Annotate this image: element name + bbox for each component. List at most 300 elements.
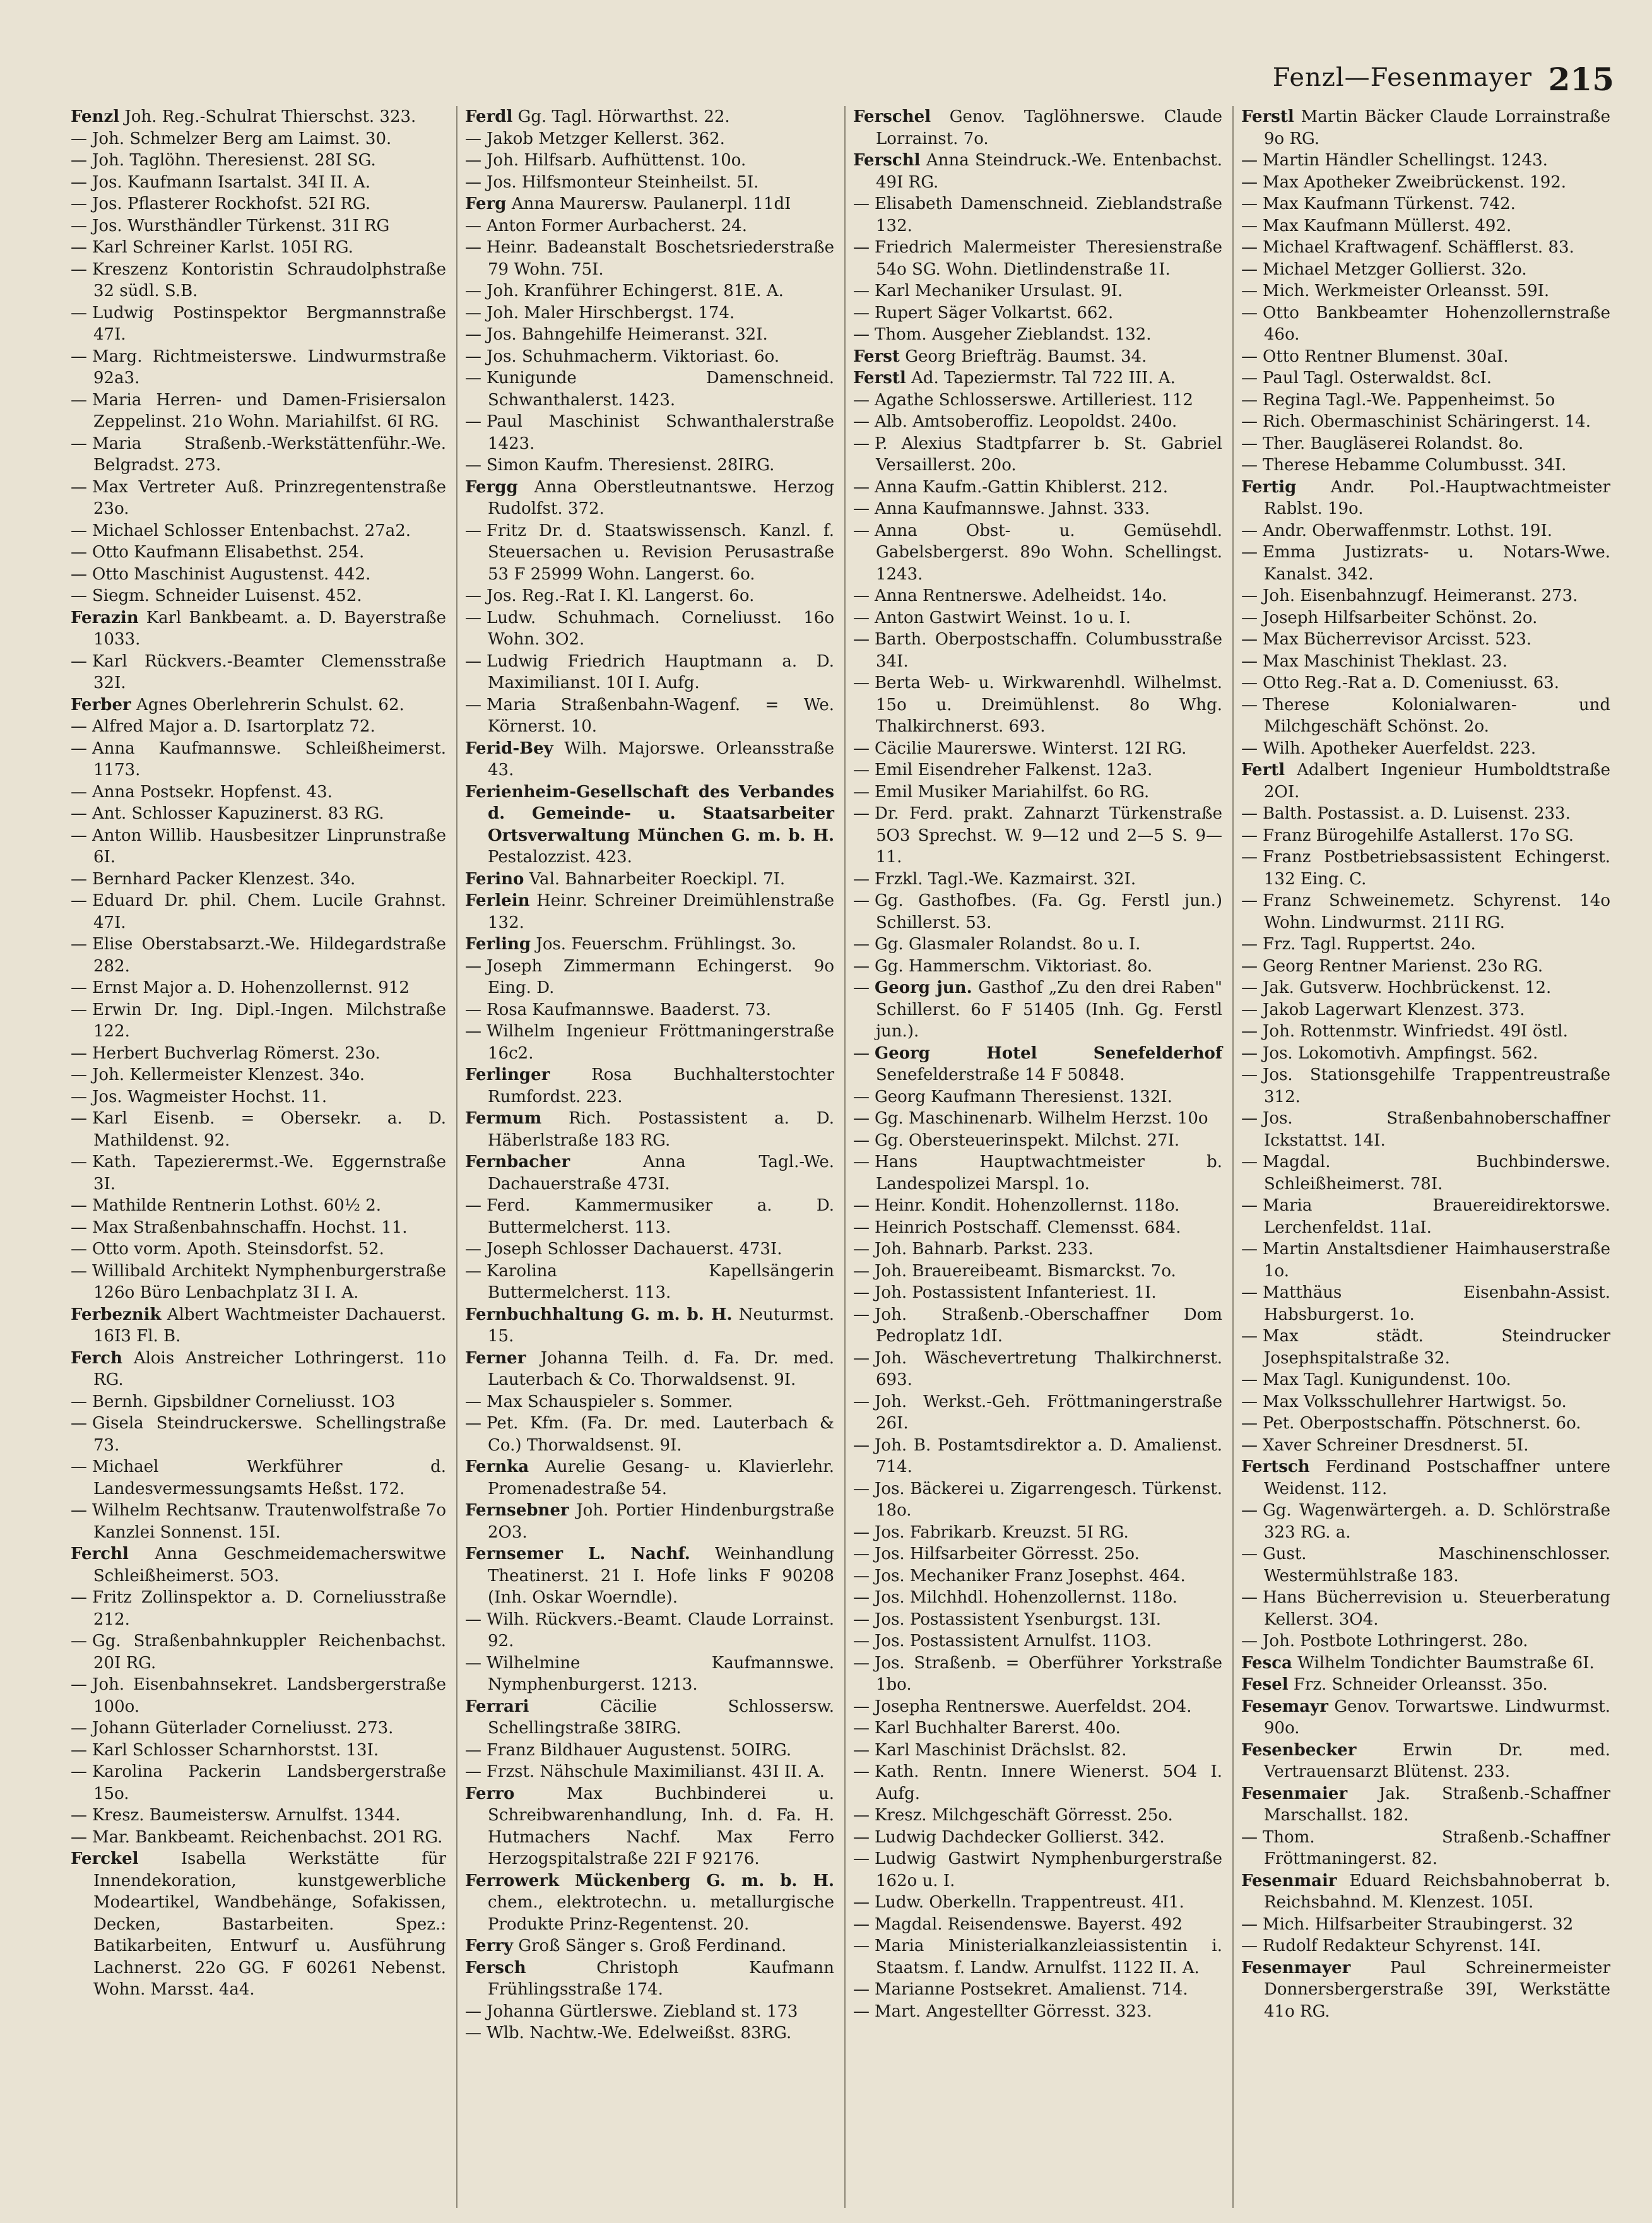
entry-surname: Fesenmaier (1241, 1784, 1348, 1803)
entry-surname: Ferlinger (465, 1065, 550, 1084)
entry-surname: Ferchl (71, 1544, 129, 1563)
entry-text: Rudolf Redakteur Schyrenst. 14I. (1263, 1936, 1542, 1955)
entry-text: Jos. Wagmeister Hochst. 11. (92, 1087, 327, 1106)
entry-text: Albert Wachtmeister Dachauerst. 16I3 Fl. B. (93, 1305, 446, 1346)
entry-text: Anna Kaufmannswe. Schleißheimerst. 1173. (92, 738, 446, 780)
repeat-dash: — (1241, 434, 1258, 453)
entry-text: Berta Web- u. Wirkwarenhdl. Wilhelmst. 15o u. Dreimühlenst. 8o Whg. Thalkirchnerst. 693. (875, 673, 1222, 736)
directory-entry (71, 172, 446, 194)
entry-text: Anna Postsekr. Hopfenst. 43. (92, 782, 333, 802)
entry-text: Maria Straßenb.-Werkstättenführ.-We. Belgradst. 273. (92, 434, 446, 475)
repeat-dash: — (1241, 673, 1258, 692)
repeat-dash: — (71, 1196, 87, 1215)
entry-surname: Fenzl (71, 107, 120, 126)
repeat-dash: — (71, 1000, 87, 1019)
entry-text: Gg. Tagl. Hörwarthst. 22. (517, 107, 730, 126)
entry-text: Kath. Rentn. Innere Wienerst. 5O4 I. Aufg. (875, 1762, 1222, 1803)
directory-entry (853, 1238, 1222, 1260)
repeat-dash: — (465, 1653, 481, 1673)
repeat-dash: — (71, 1762, 87, 1781)
repeat-dash: — (71, 586, 87, 605)
directory-entry (465, 1783, 834, 1870)
entry-text: Kreszenz Kontoristin Schraudolphstraße 32 südl. S.B. (92, 259, 446, 300)
directory-entry (853, 868, 1222, 891)
entry-text: Mart. Angestellter Görresst. 323. (875, 2001, 1152, 2021)
entry-text: Ludwig Postinspektor Bergmannstraße 47I. (92, 303, 446, 344)
repeat-dash: — (71, 1109, 87, 1128)
repeat-dash: — (853, 978, 870, 997)
directory-entry (465, 1391, 834, 1413)
repeat-dash: — (71, 1392, 87, 1411)
directory-entry (1241, 672, 1610, 694)
repeat-dash: — (1241, 347, 1258, 366)
directory-entry (1241, 1238, 1610, 1282)
entry-text: Rich. Obermaschinist Schäringerst. 14. (1263, 412, 1591, 431)
directory-entry (71, 716, 446, 738)
repeat-dash: — (1241, 303, 1258, 323)
repeat-dash: — (1241, 630, 1258, 649)
entry-text: Karl Rückvers.-Beamter Clemensstraße 32I. (92, 651, 446, 692)
entry-text: Michael Metzger Gollierst. 32o. (1263, 259, 1527, 279)
entry-text: Max Kaufmann Müllerst. 492. (1263, 216, 1512, 235)
entry-text: Anna Obst- u. Gemüsehdl. Gabelsbergerst. 89o Wohn. Schellingst. 1243. (875, 521, 1222, 584)
directory-entry (853, 1848, 1222, 1892)
entry-text: Karl Eisenb. = Obersekr. a. D. Mathildenst. 92. (92, 1109, 446, 1150)
entry-text: Ad. Tapeziermstr. Tal 722 III. A. (911, 369, 1176, 388)
repeat-dash: — (853, 1043, 870, 1063)
directory-entry (1241, 1391, 1610, 1413)
entry-text: Wilh. Majorswe. Orleansstraße 43. (488, 738, 834, 780)
directory-entry (853, 1151, 1222, 1195)
entry-text: Max Volksschullehrer Hartwigst. 5o. (1263, 1392, 1567, 1411)
directory-entry (853, 520, 1222, 586)
entry-surname: Ferckel (71, 1849, 139, 1868)
entry-text: Agnes Oberlehrerin Schulst. 62. (136, 695, 404, 714)
directory-entry (465, 1108, 834, 1151)
repeat-dash: — (465, 1740, 481, 1760)
directory-entry (465, 738, 834, 781)
directory-entry (853, 1348, 1222, 1391)
entry-surname: Ferg (465, 194, 507, 213)
entry-text: Elise Oberstabsarzt.-We. Hildegardstraße 282. (92, 935, 446, 976)
repeat-dash: — (853, 1348, 870, 1368)
entry-text: Kresz. Baumeistersw. Arnulfst. 1344. (92, 1806, 401, 1825)
repeat-dash: — (71, 869, 87, 889)
directory-entry (465, 1740, 834, 1762)
entry-text: Jakob Metzger Kellerst. 362. (487, 129, 725, 148)
entry-text: Paul Schreinermeister Donnersbergerstraße 39I, Werkstätte 41o RG. (1264, 1958, 1610, 2021)
directory-entry (465, 477, 834, 520)
entry-text: Aurelie Gesang- u. Klavierlehr. Promenadestraße 54. (488, 1457, 834, 1498)
entry-text: Joh. Straßenb.-Oberschaffner Dom Pedroplatz 1dI. (875, 1305, 1222, 1346)
repeat-dash: — (1241, 1414, 1258, 1433)
entry-text: Joh. B. Postamtsdirektor a. D. Amalienst. 714. (875, 1435, 1222, 1476)
directory-entry (71, 781, 446, 803)
repeat-dash: — (71, 978, 87, 997)
directory-entry (71, 477, 446, 520)
directory-entry (1241, 1652, 1610, 1675)
directory-entry (853, 1217, 1222, 1239)
entry-text: Frz. Schneider Orleansst. 35o. (1293, 1675, 1548, 1694)
repeat-dash: — (465, 1261, 481, 1281)
repeat-dash: — (853, 1153, 870, 1171)
entry-text: Anna Rentnerswe. Adelheidst. 14o. (875, 586, 1167, 605)
directory-entry (71, 150, 446, 172)
directory-entry (1241, 389, 1610, 412)
repeat-dash: — (1241, 608, 1258, 627)
entry-text: Jos. Bahngehilfe Heimeranst. 32I. (487, 325, 768, 344)
entry-surname: Ferstl (1241, 107, 1294, 126)
entry-text: Joh. Maler Hirschbergst. 174. (487, 303, 735, 323)
entry-text: Ant. Schlosser Kapuzinerst. 83 RG. (92, 804, 384, 823)
entry-text: Wilh. Rückvers.-Beamt. Claude Lorrainst. 92. (487, 1609, 834, 1651)
directory-entry (853, 1609, 1222, 1631)
repeat-dash: — (71, 804, 87, 823)
repeat-dash: — (853, 434, 870, 453)
entry-text: Agathe Schlosserswe. Artilleriest. 112 (875, 390, 1193, 410)
directory-entry (71, 738, 446, 781)
repeat-dash: — (1241, 1327, 1258, 1346)
repeat-dash: — (853, 891, 870, 910)
entry-text: Martin Bäcker Claude Lorrainstraße 9o RG. (1264, 107, 1610, 148)
repeat-dash: — (465, 956, 481, 976)
repeat-dash: — (465, 216, 481, 235)
entry-text: Karl Buchhalter Barerst. 40o. (875, 1719, 1121, 1738)
directory-entry (71, 1543, 446, 1587)
entry-text: Heinrich Postschaff. Clemensst. 684. (875, 1218, 1181, 1237)
repeat-dash: — (1241, 390, 1258, 410)
repeat-dash: — (71, 194, 87, 213)
repeat-dash: — (71, 1153, 87, 1171)
repeat-dash: — (853, 282, 870, 300)
directory-entry (1241, 237, 1610, 259)
entry-text: Joh. Bahnarb. Parkst. 233. (875, 1240, 1094, 1259)
entry-text: Neuturmst. 15. (488, 1305, 835, 1346)
repeat-dash: — (853, 1762, 870, 1781)
entry-text: Max städt. Steindrucker Josephspitalstraße 32. (1263, 1327, 1610, 1368)
repeat-dash: — (71, 1827, 87, 1847)
repeat-dash: — (853, 1719, 870, 1738)
directory-entry (465, 1260, 834, 1304)
directory-entry (71, 607, 446, 651)
entry-text: Marianne Postsekret. Amalienst. 714. (875, 1980, 1188, 1999)
entry-surname: Ferber (71, 695, 131, 714)
directory-entry (465, 367, 834, 411)
entry-text: Jos. Milchhdl. Hohenzollernst. 118o. (875, 1588, 1177, 1607)
directory-entry (465, 324, 834, 346)
entry-surname: Ferch (71, 1348, 123, 1368)
repeat-dash: — (853, 390, 870, 410)
repeat-dash: — (71, 891, 87, 910)
directory-entry (1241, 1870, 1610, 1914)
directory-entry (853, 1565, 1222, 1587)
directory-entry (1241, 367, 1610, 389)
directory-entry (1241, 1413, 1610, 1435)
repeat-dash: — (71, 1675, 87, 1694)
entry-text: Karl Mechaniker Ursulast. 9I. (875, 282, 1123, 300)
entry-text: Mar. Bankbeamt. Reichenbachst. 2O1 RG. (92, 1827, 443, 1847)
directory-entry (1241, 1500, 1610, 1543)
repeat-dash: — (1241, 282, 1258, 300)
entry-surname: Fertl (1241, 761, 1285, 780)
entry-text: Kunigunde Damenschneid. Schwanthalerst. 1423. (487, 369, 834, 410)
entry-text: Maria Brauereidirektorswe. Lerchenfeldst. 11aI. (1263, 1196, 1610, 1237)
directory-entry (465, 346, 834, 368)
repeat-dash: — (465, 1762, 481, 1781)
repeat-dash: — (71, 129, 87, 148)
directory-entry (465, 956, 834, 999)
entry-text: Dr. Ferd. prakt. Zahnarzt Türkenstraße 5O3 Sprechst. W. 9—12 und 2—5 S. 9—11. (875, 804, 1222, 867)
directory-entry (71, 389, 446, 433)
entry-text: Johanna Gürtlerswe. Ziebland st. 173 (487, 2001, 798, 2021)
repeat-dash: — (465, 695, 481, 714)
repeat-dash: — (1241, 456, 1258, 475)
entry-surname: Fermum (465, 1109, 542, 1128)
repeat-dash: — (465, 1000, 481, 1019)
directory-entry (71, 1827, 446, 1849)
entry-text: Emma Justizrats- u. Notars-Wwe. Kanalst. 342. (1263, 543, 1610, 584)
entry-text: Pet. Oberpostschaffn. Pötschnerst. 6o. (1263, 1414, 1581, 1433)
directory-entry (1241, 172, 1610, 194)
entry-text: Jos. Stationsgehilfe Trappentreustraße 312. (1263, 1065, 1610, 1106)
entry-surname: Fernka (465, 1457, 529, 1476)
entry-text: Jos. Fabrikarb. Kreuzst. 5I RG. (875, 1522, 1129, 1542)
repeat-dash: — (853, 1087, 870, 1106)
entry-text: Jos. Kaufmann Isartalst. 34I II. A. (92, 172, 371, 192)
directory-entry (853, 1587, 1222, 1609)
entry-text: Magdal. Buchbinderswe. Schleißheimerst. 78I. (1263, 1153, 1610, 1194)
entry-text: Joh. Wäschevertretung Thalkirchnerst. 693. (875, 1348, 1222, 1389)
entry-text: Ludwig Friedrich Hauptmann a. D. Maximilianst. 10I I. Aufg. (487, 651, 834, 692)
entry-text: P. Alexius Stadtpfarrer b. St. Gabriel Versaillerst. 20o. (875, 434, 1222, 475)
directory-entry (853, 1130, 1222, 1152)
entry-text: Mathilde Rentnerin Lothst. 60½ 2. (92, 1196, 382, 1215)
repeat-dash: — (465, 238, 481, 257)
repeat-dash: — (71, 1218, 87, 1237)
directory-entry (1241, 1282, 1610, 1325)
entry-text: Fritz Dr. d. Staatswissensch. Kanzl. f. Steuersachen u. Revision Perusastraße 53 F 25999 Wohn. Langerst. 6o. (487, 521, 834, 584)
entry-text: Bernhard Packer Klenzest. 34o. (92, 869, 356, 889)
entry-surname: Fergg (465, 477, 518, 497)
entry-text: Gust. Maschinenschlosser. Westermühlstraße 183. (1263, 1544, 1610, 1586)
directory-entry (71, 1717, 446, 1740)
entry-text: Hans Hauptwachtmeister b. Landespolizei Marspl. 1o. (875, 1153, 1222, 1194)
entry-text: Karl Bankbeamt. a. D. Bayerstraße 1033. (93, 608, 446, 649)
directory-entry (853, 1260, 1222, 1283)
directory-entry (71, 1674, 446, 1717)
repeat-dash: — (853, 521, 870, 540)
directory-entry (1241, 520, 1610, 542)
repeat-dash: — (1241, 1936, 1258, 1955)
entry-text: Joh. Schmelzer Berg am Laimst. 30. (92, 129, 392, 148)
repeat-dash: — (71, 238, 87, 257)
directory-entry (71, 1304, 446, 1348)
directory-entry (1241, 1369, 1610, 1391)
directory-entry (853, 1761, 1222, 1805)
entry-text: Eduard Reichsbahnoberrat b. Reichsbahnd. M. Klenzest. 105I. (1264, 1871, 1610, 1912)
entry-text: Georg Briefträg. Baumst. 34. (905, 347, 1147, 366)
entry-surname: Ferro (465, 1784, 515, 1803)
repeat-dash: — (71, 303, 87, 323)
repeat-dash: — (465, 369, 481, 388)
directory-entry (71, 585, 446, 607)
repeat-dash: — (465, 412, 481, 431)
repeat-dash: — (1241, 848, 1258, 867)
entry-text: Maria Straßenbahn-Wagenf. = We. Körnerst. 10. (487, 695, 834, 736)
entry-surname: Fertsch (1241, 1457, 1310, 1476)
directory-entry (853, 803, 1222, 868)
entry-text: Joh. Werkst.-Geh. Fröttmaningerstraße 26I. (875, 1392, 1222, 1433)
entry-text: Kresz. Milchgeschäft Görresst. 25o. (875, 1806, 1173, 1825)
entry-text: Alb. Amtsoberoffiz. Leopoldst. 240o. (875, 412, 1177, 431)
entry-text: Anton Willib. Hausbesitzer Linprunstraße 6I. (92, 826, 446, 867)
entry-surname: Ferazin (71, 608, 139, 627)
entry-text: Anna Geschmeidemacherswitwe Schleißheimerst. 5O3. (93, 1544, 446, 1586)
directory-entry (465, 999, 834, 1021)
entry-text: Anna Tagl.-We. Dachauerstraße 473I. (488, 1153, 834, 1194)
repeat-dash: — (1241, 978, 1258, 997)
entry-text: Jak. Gutsverw. Hochbrückenst. 12. (1263, 978, 1552, 997)
repeat-dash: — (1241, 1065, 1258, 1084)
entry-text: Therese Kolonialwaren- und Milchgeschäft Schönst. 2o. (1263, 695, 1610, 736)
repeat-dash: — (853, 1130, 870, 1150)
repeat-dash: — (1241, 1043, 1258, 1063)
entry-text: Christoph Kaufmann Frühlingsstraße 174. (488, 1958, 834, 1999)
directory-entry (1241, 150, 1610, 172)
entry-text: Gg. Glasmaler Rolandst. 8o u. I. (875, 935, 1141, 954)
directory-entry (853, 1282, 1222, 1304)
directory-entry (465, 106, 834, 128)
entry-text: Wilhelm Tondichter Baumstraße 6I. (1297, 1653, 1595, 1673)
repeat-dash: — (465, 325, 481, 344)
directory-entry (853, 1696, 1222, 1718)
directory-entry (71, 302, 446, 346)
directory-entry (853, 1304, 1222, 1348)
entry-text: Josepha Rentnerswe. Auerfeldst. 2O4. (875, 1697, 1192, 1716)
entry-text: Gg. Maschinenarb. Wilhelm Herzst. 10o (875, 1109, 1208, 1128)
repeat-dash: — (853, 1740, 870, 1760)
entry-surname: Ferlein (465, 891, 530, 910)
repeat-dash: — (1241, 586, 1258, 605)
repeat-dash: — (853, 412, 870, 431)
entry-text: Franz Bildhauer Augustenst. 5OIRG. (487, 1740, 792, 1760)
repeat-dash: — (465, 651, 481, 671)
directory-entry (853, 2001, 1222, 2023)
directory-entry (853, 977, 1222, 1043)
entry-text: Max Schauspieler s. Sommer. (487, 1392, 733, 1411)
page-number: 215 (1548, 61, 1614, 98)
repeat-dash: — (465, 1196, 481, 1215)
directory-entry (71, 1805, 446, 1827)
entry-text: Hans Bücherrevision u. Steuerberatung Kellerst. 3O4. (1263, 1588, 1610, 1629)
repeat-dash: — (853, 1435, 870, 1455)
entry-text: Martin Anstaltsdiener Haimhauserstraße 1o. (1263, 1240, 1610, 1281)
repeat-dash: — (853, 194, 870, 213)
directory-entry (1241, 1827, 1610, 1870)
repeat-dash: — (465, 2024, 481, 2042)
repeat-dash: — (71, 151, 87, 170)
entry-text: Heinr. Badeanstalt Boschetsriederstraße 79 Wohn. 75I. (487, 238, 834, 279)
repeat-dash: — (853, 1566, 870, 1586)
directory-entry (1241, 651, 1610, 673)
repeat-dash: — (1241, 651, 1258, 671)
directory-entry (1241, 759, 1610, 803)
repeat-dash: — (465, 1609, 481, 1629)
entry-text: Groß Sänger s. Groß Ferdinand. (518, 1936, 787, 1955)
entry-surname: Fertig (1241, 477, 1297, 497)
entry-text: Gg. Straßenbahnkuppler Reichenbachst. 20I RG. (92, 1632, 446, 1673)
directory-entry (853, 1478, 1222, 1522)
repeat-dash: — (853, 499, 870, 518)
directory-entry (1241, 411, 1610, 433)
entry-text: Ferdinand Postschaffner untere Weidenst. 112. (1264, 1457, 1610, 1498)
entry-text: Marg. Richtmeisterswe. Lindwurmstraße 92a3. (92, 347, 446, 388)
directory-entry (853, 956, 1222, 978)
column-1 (68, 106, 456, 2208)
directory-entry (853, 672, 1222, 738)
entry-text: Maria Ministerialkanzleiassistentin i. Staatsm. f. Landw. Arnulfst. 1122 II. A. (875, 1936, 1222, 1977)
entry-text: Joh. Kellermeister Klenzest. 34o. (92, 1065, 365, 1084)
directory-entry (1241, 302, 1610, 346)
entry-text: Genov. Torwartswe. Lindwurmst. 90o. (1264, 1697, 1610, 1738)
directory-entry (1241, 1108, 1610, 1151)
repeat-dash: — (465, 347, 481, 366)
entry-text: Paul Maschinist Schwanthalerstraße 1423. (487, 412, 834, 453)
repeat-dash: — (71, 1087, 87, 1106)
repeat-dash: — (1241, 369, 1258, 388)
directory-entry (853, 150, 1222, 193)
repeat-dash: — (853, 1544, 870, 1563)
entry-text: Bernh. Gipsbildner Corneliusst. 1O3 (92, 1392, 396, 1411)
entry-text: Joh. Rottenmstr. Winfriedst. 49I östl. (1263, 1022, 1568, 1041)
entry-text: Franz Bürogehilfe Astallerst. 17o SG. (1263, 826, 1574, 845)
repeat-dash: — (465, 1414, 481, 1433)
repeat-dash: — (71, 935, 87, 954)
repeat-dash: — (853, 869, 870, 889)
entry-surname: Ferienheim-Gesellschaft des Verbandes d. Gemeinde- u. Staatsarbeiter Ortsverwaltung München G. m. b. H. (465, 782, 834, 845)
entry-surname: Ferschel (853, 107, 931, 126)
directory-entry (465, 302, 834, 324)
entry-text: Jakob Lagerwart Klenzest. 373. (1263, 1000, 1525, 1019)
repeat-dash: — (465, 172, 481, 192)
entry-surname: Ferino (465, 869, 524, 889)
repeat-dash: — (853, 1218, 870, 1237)
directory-entry (465, 1543, 834, 1609)
repeat-dash: — (1241, 1283, 1258, 1302)
entry-text: Elisabeth Damenschneid. Zieblandstraße 132. (875, 194, 1222, 235)
directory-entry (853, 237, 1222, 280)
entry-surname: Fernbacher (465, 1153, 570, 1171)
entry-text: Ernst Major a. D. Hohenzollernst. 912 (92, 978, 410, 997)
directory-entry (853, 1805, 1222, 1827)
repeat-dash: — (853, 1109, 870, 1128)
repeat-dash: — (853, 1240, 870, 1259)
repeat-dash: — (1241, 1000, 1258, 1019)
repeat-dash: — (853, 1196, 870, 1215)
repeat-dash: — (71, 172, 87, 192)
entry-text: Jos. Postassistent Ysenburgst. 13I. (875, 1609, 1162, 1629)
entry-text: Otto vorm. Apoth. Steinsdorfst. 52. (92, 1240, 384, 1259)
entry-text: Balth. Postassist. a. D. Luisenst. 233. (1263, 804, 1571, 823)
directory-entry (853, 1914, 1222, 1936)
entry-text: Regina Tagl.-We. Pappenheimst. 5o (1263, 390, 1555, 410)
directory-entry (1241, 1543, 1610, 1587)
repeat-dash: — (1241, 1588, 1258, 1607)
entry-surname: Fesemayr (1241, 1697, 1328, 1716)
repeat-dash: — (853, 956, 870, 976)
repeat-dash: — (71, 564, 87, 584)
entry-text: Senefelderstraße 14 F 50848. (876, 1065, 1125, 1084)
